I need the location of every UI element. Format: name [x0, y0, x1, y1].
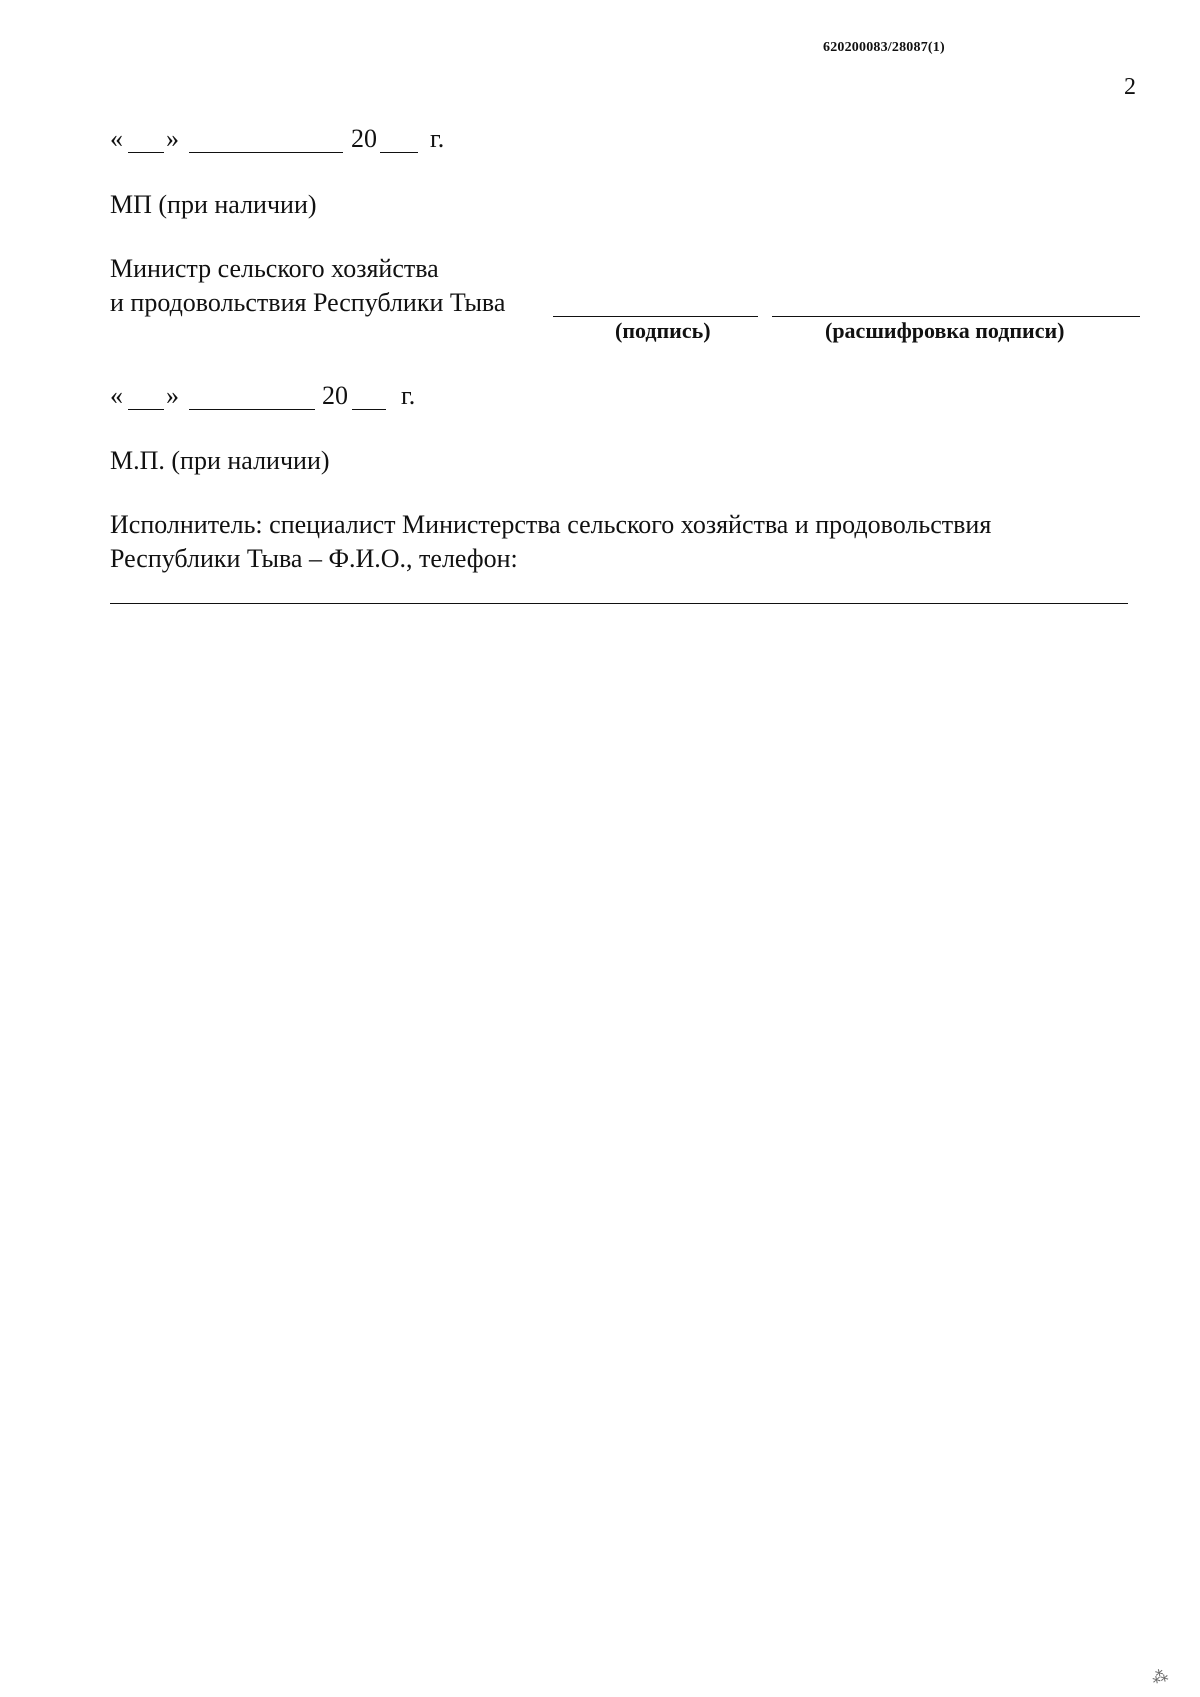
- date-day-blank-1: [128, 152, 164, 153]
- date-suffix-1: г.: [430, 124, 445, 153]
- minister-title-line-2: и продовольствия Республики Тыва: [110, 288, 506, 317]
- date-month-blank-1: [189, 152, 343, 153]
- stamp-note-2: М.П. (при наличии): [110, 446, 330, 475]
- date-suffix-2: г.: [401, 381, 416, 410]
- date-day-blank-2: [128, 409, 164, 410]
- executor-line-1: Исполнитель: специалист Министерства сельского хозяйства и продовольствия: [110, 510, 992, 539]
- date-year-prefix-1: 20: [351, 124, 377, 153]
- date-open-quote-1: «: [110, 124, 123, 153]
- date-close-quote-2: »: [166, 381, 179, 410]
- date-open-quote-2: «: [110, 381, 123, 410]
- minister-title-line-1: Министр сельского хозяйства: [110, 254, 439, 283]
- date-month-blank-2: [189, 409, 315, 410]
- date-year-prefix-2: 20: [322, 381, 348, 410]
- date-year-blank-2: [352, 409, 386, 410]
- stamp-note-1: МП (при наличии): [110, 190, 317, 219]
- page-number: 2: [1124, 74, 1136, 100]
- signature-decode-caption: (расшифровка подписи): [825, 318, 1065, 343]
- executor-line-2: Республики Тыва – Ф.И.О., телефон:: [110, 544, 518, 573]
- date-year-blank-1: [380, 152, 418, 153]
- signature-decode-blank: [772, 316, 1140, 317]
- signature-blank: [553, 316, 758, 317]
- executor-contact-blank: [110, 603, 1128, 604]
- document-id: 620200083/28087(1): [823, 40, 945, 55]
- date-close-quote-1: »: [166, 124, 179, 153]
- signature-caption: (подпись): [615, 318, 711, 343]
- corner-mark: ⁂: [1150, 1667, 1171, 1688]
